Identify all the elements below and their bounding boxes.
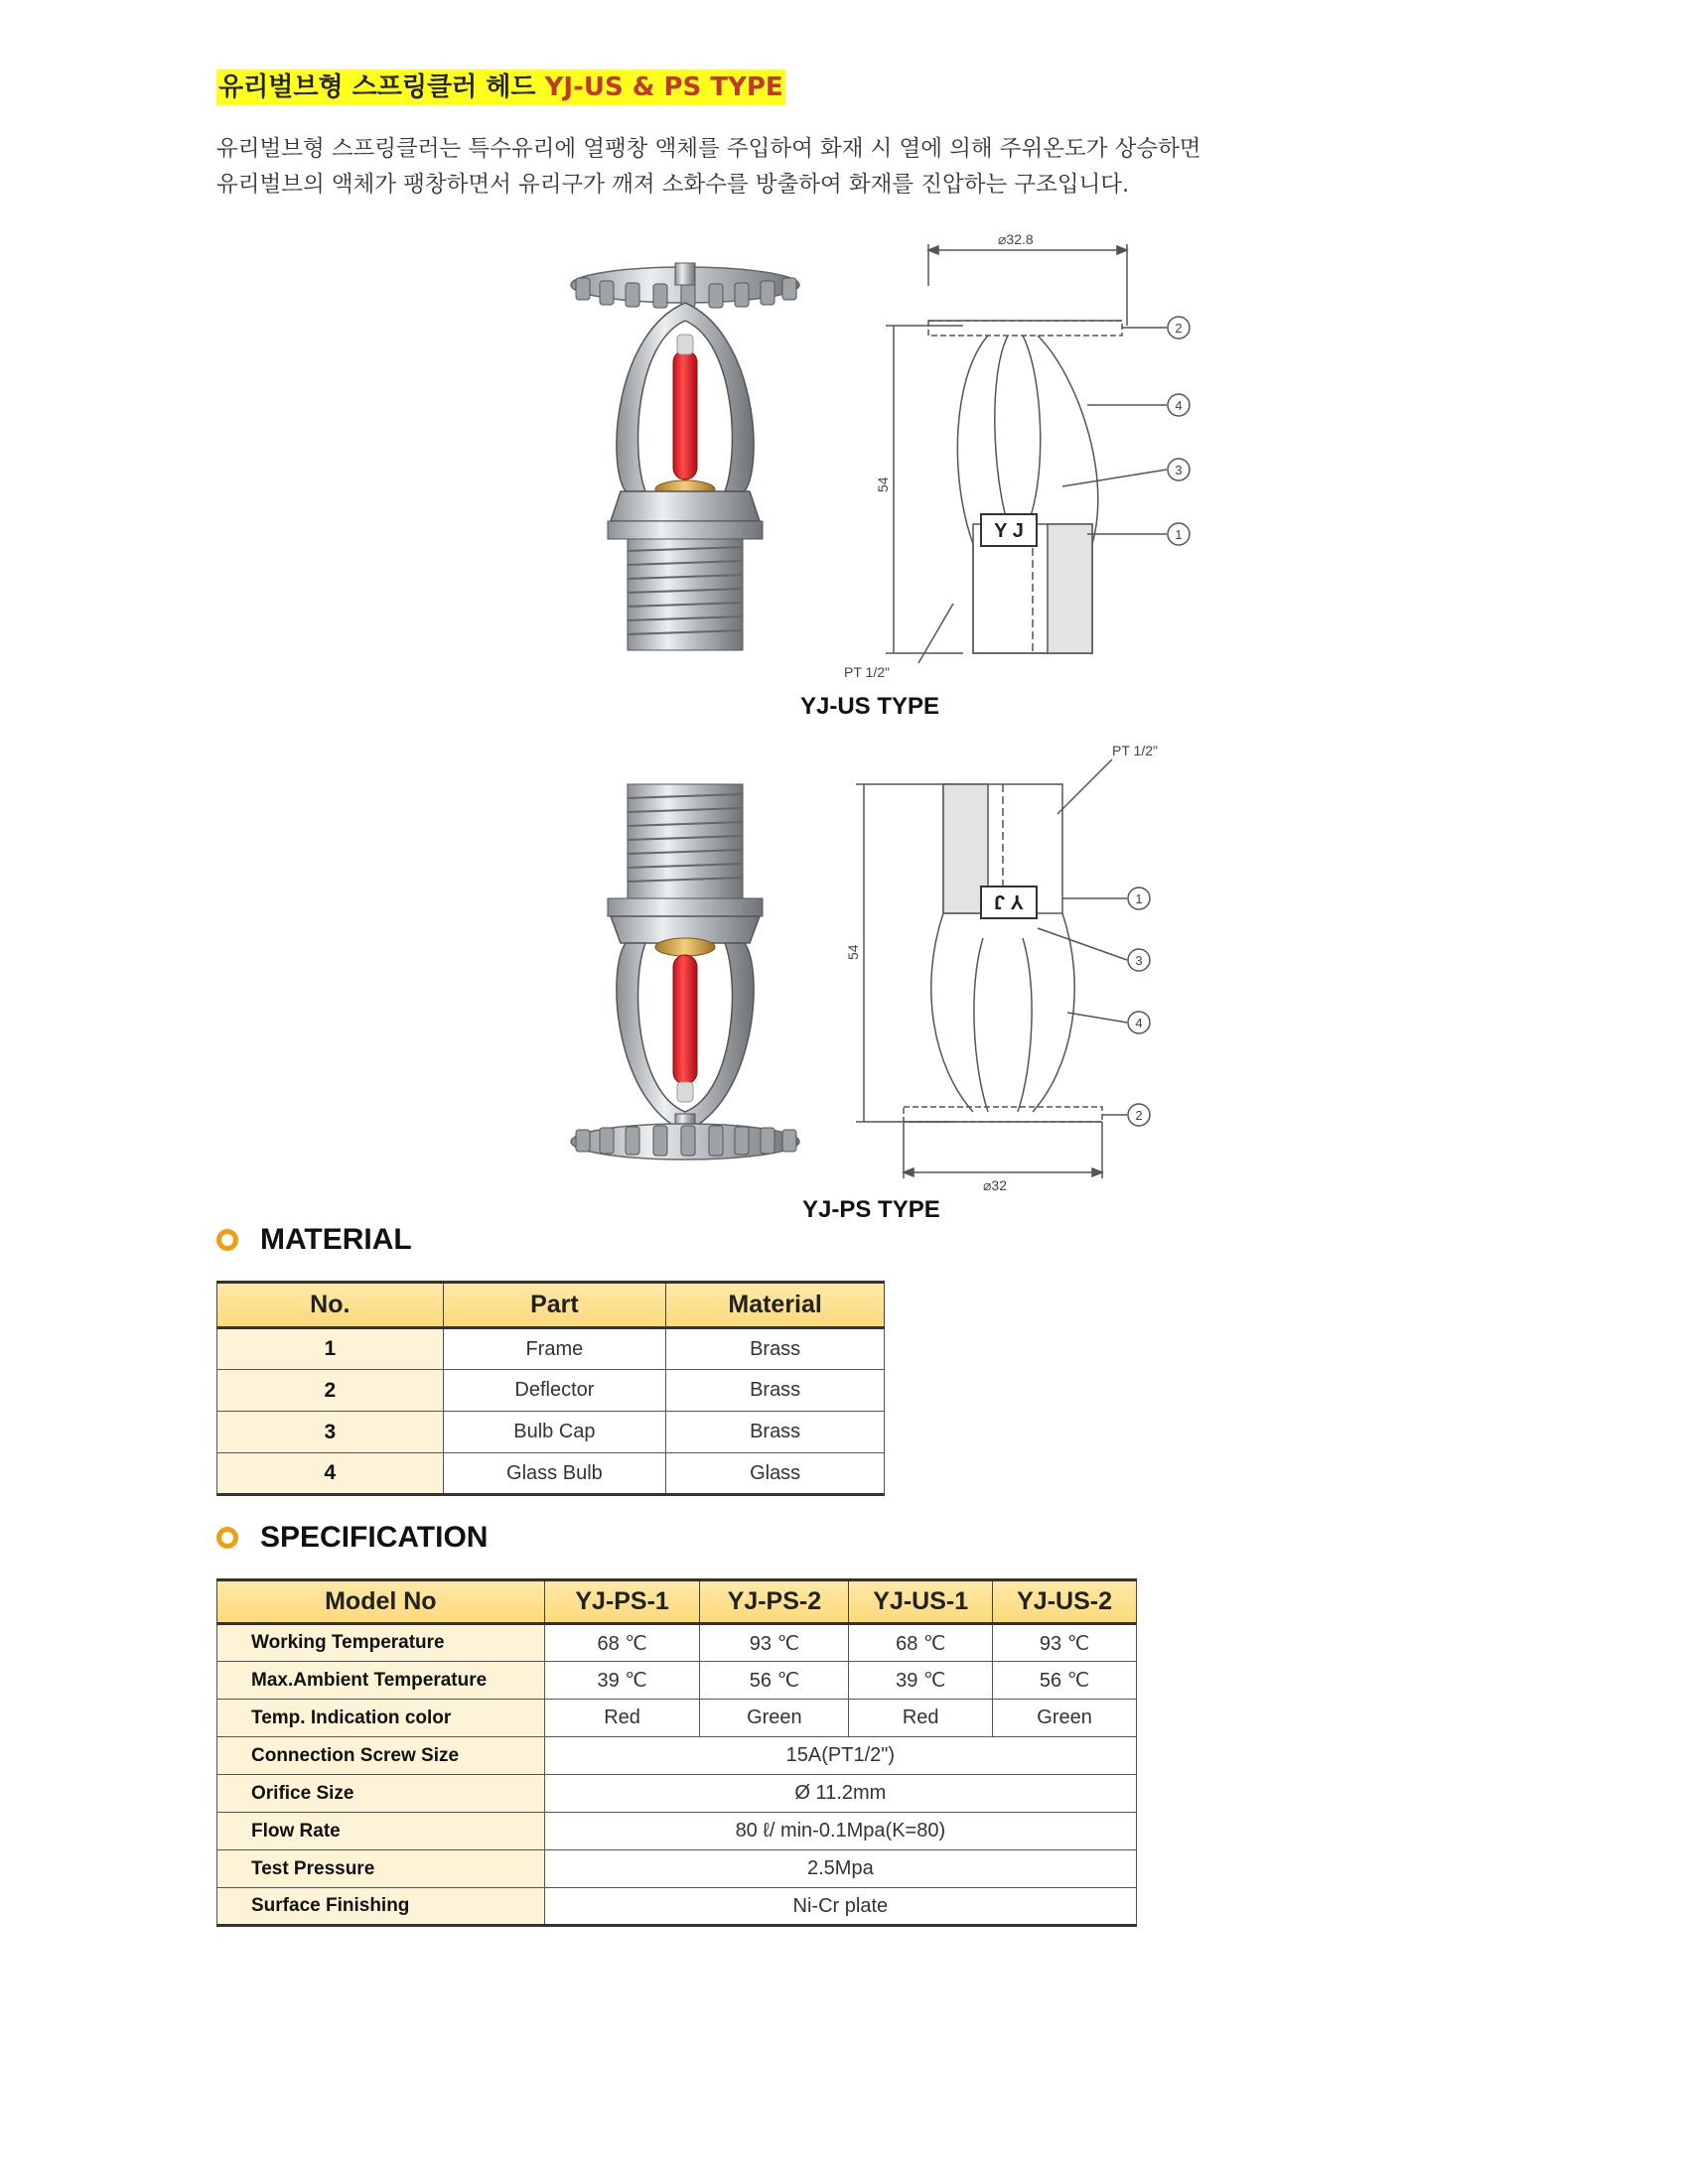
us-callout: 4 (1175, 398, 1183, 413)
table-row (217, 1328, 885, 1370)
header-cell: YJ-US-2 (993, 1580, 1137, 1624)
row-label: Test Pressure (217, 1850, 545, 1888)
us-thread-label: PT 1/2" (844, 664, 890, 680)
table-cell: Brass (666, 1328, 885, 1370)
table-cell: 39 ℃ (849, 1662, 993, 1700)
table-cell: 56 ℃ (993, 1662, 1137, 1700)
header-cell: Part (443, 1283, 666, 1328)
row-label: Working Temperature (217, 1624, 545, 1662)
table-cell: 1 (217, 1328, 444, 1370)
table-cell: 3 (217, 1412, 444, 1453)
header-cell: YJ-PS-1 (544, 1580, 700, 1624)
specification-heading-text: SPECIFICATION (260, 1521, 489, 1554)
table-cell: Ni-Cr plate (544, 1888, 1136, 1926)
table-cell: 39 ℃ (544, 1662, 700, 1700)
title-korean: 유리벌브형 스프링클러 헤드 (218, 72, 536, 102)
table-cell: 68 ℃ (849, 1624, 993, 1662)
ps-thread-label: PT 1/2" (1112, 743, 1158, 758)
ps-sprinkler-photo (536, 764, 834, 1201)
header-cell: YJ-US-1 (849, 1580, 993, 1624)
table-cell: Glass (666, 1453, 885, 1495)
bullet-icon (216, 1229, 238, 1251)
table-cell: 80 ℓ/ min-0.1Mpa(K=80) (544, 1813, 1136, 1850)
row-label: Surface Finishing (217, 1888, 545, 1926)
material-table (216, 1281, 885, 1496)
header-cell: Model No (217, 1580, 545, 1624)
table-cell: 2 (217, 1370, 444, 1412)
table-cell: Glass Bulb (443, 1453, 666, 1495)
table-row (217, 1662, 1137, 1700)
table-row (217, 1370, 885, 1412)
ps-callout: 1 (1135, 891, 1143, 906)
intro-line-2: 유리벌브의 액체가 팽창하면서 유리구가 깨져 소화수를 방출하여 화재를 진압하는 구조입니다. (216, 172, 1130, 198)
header-cell: No. (217, 1283, 444, 1328)
table-header-row (217, 1283, 885, 1328)
us-callout: 3 (1175, 463, 1183, 478)
us-callout: 2 (1175, 321, 1183, 336)
table-cell: 4 (217, 1453, 444, 1495)
table-cell: Bulb Cap (443, 1412, 666, 1453)
bullet-icon (216, 1527, 238, 1549)
ps-diameter-label: ⌀32 (983, 1177, 1008, 1193)
table-cell: Deflector (443, 1370, 666, 1412)
us-technical-drawing (824, 226, 1211, 693)
us-sprinkler-photo (536, 223, 834, 700)
table-cell: 93 ℃ (700, 1624, 849, 1662)
table-cell: Brass (666, 1370, 885, 1412)
table-row (217, 1453, 885, 1495)
ps-brand-mark: Y J (994, 890, 1024, 912)
table-cell: 56 ℃ (700, 1662, 849, 1700)
us-callout: 1 (1175, 527, 1183, 542)
row-label: Connection Screw Size (217, 1737, 545, 1775)
title-model: YJ-US & PS TYPE (544, 72, 783, 102)
table-row (217, 1700, 1137, 1737)
ps-technical-drawing (824, 740, 1211, 1196)
us-caption: YJ-US TYPE (800, 693, 940, 720)
ps-callout: 4 (1135, 1016, 1143, 1030)
header-cell: Material (666, 1283, 885, 1328)
table-cell: Green (700, 1700, 849, 1737)
table-row (217, 1813, 1137, 1850)
specification-heading (216, 1516, 488, 1560)
row-label: Orifice Size (217, 1775, 545, 1813)
table-cell: Red (544, 1700, 700, 1737)
intro-paragraph (216, 131, 1309, 203)
table-row (217, 1888, 1137, 1926)
page-title (216, 69, 785, 105)
table-cell: Green (993, 1700, 1137, 1737)
header-cell: YJ-PS-2 (700, 1580, 849, 1624)
us-diameter-label: ⌀32.8 (998, 231, 1034, 247)
material-heading (216, 1218, 412, 1262)
specification-table (216, 1578, 1137, 1927)
row-label: Temp. Indication color (217, 1700, 545, 1737)
row-label: Max.Ambient Temperature (217, 1662, 545, 1700)
us-height-label: 54 (875, 477, 891, 492)
intro-line-1: 유리벌브형 스프링클러는 특수유리에 열팽창 액체를 주입하여 화재 시 열에 의해 주위온도가 상승하면 (216, 136, 1201, 162)
table-row (217, 1775, 1137, 1813)
ps-callout: 3 (1135, 953, 1143, 968)
table-cell: 68 ℃ (544, 1624, 700, 1662)
table-row (217, 1850, 1137, 1888)
table-cell: 15A(PT1/2") (544, 1737, 1136, 1775)
table-row (217, 1624, 1137, 1662)
table-header-row (217, 1580, 1137, 1624)
table-cell: 93 ℃ (993, 1624, 1137, 1662)
table-row (217, 1737, 1137, 1775)
ps-height-label: 54 (845, 944, 861, 960)
ps-callout: 2 (1135, 1108, 1143, 1123)
us-brand-mark: Y J (994, 520, 1024, 542)
row-label: Flow Rate (217, 1813, 545, 1850)
table-cell: Red (849, 1700, 993, 1737)
table-cell: 2.5Mpa (544, 1850, 1136, 1888)
table-row (217, 1412, 885, 1453)
ps-caption: YJ-PS TYPE (802, 1196, 940, 1223)
table-cell: Ø 11.2mm (544, 1775, 1136, 1813)
table-cell: Frame (443, 1328, 666, 1370)
material-heading-text: MATERIAL (260, 1223, 412, 1256)
table-cell: Brass (666, 1412, 885, 1453)
